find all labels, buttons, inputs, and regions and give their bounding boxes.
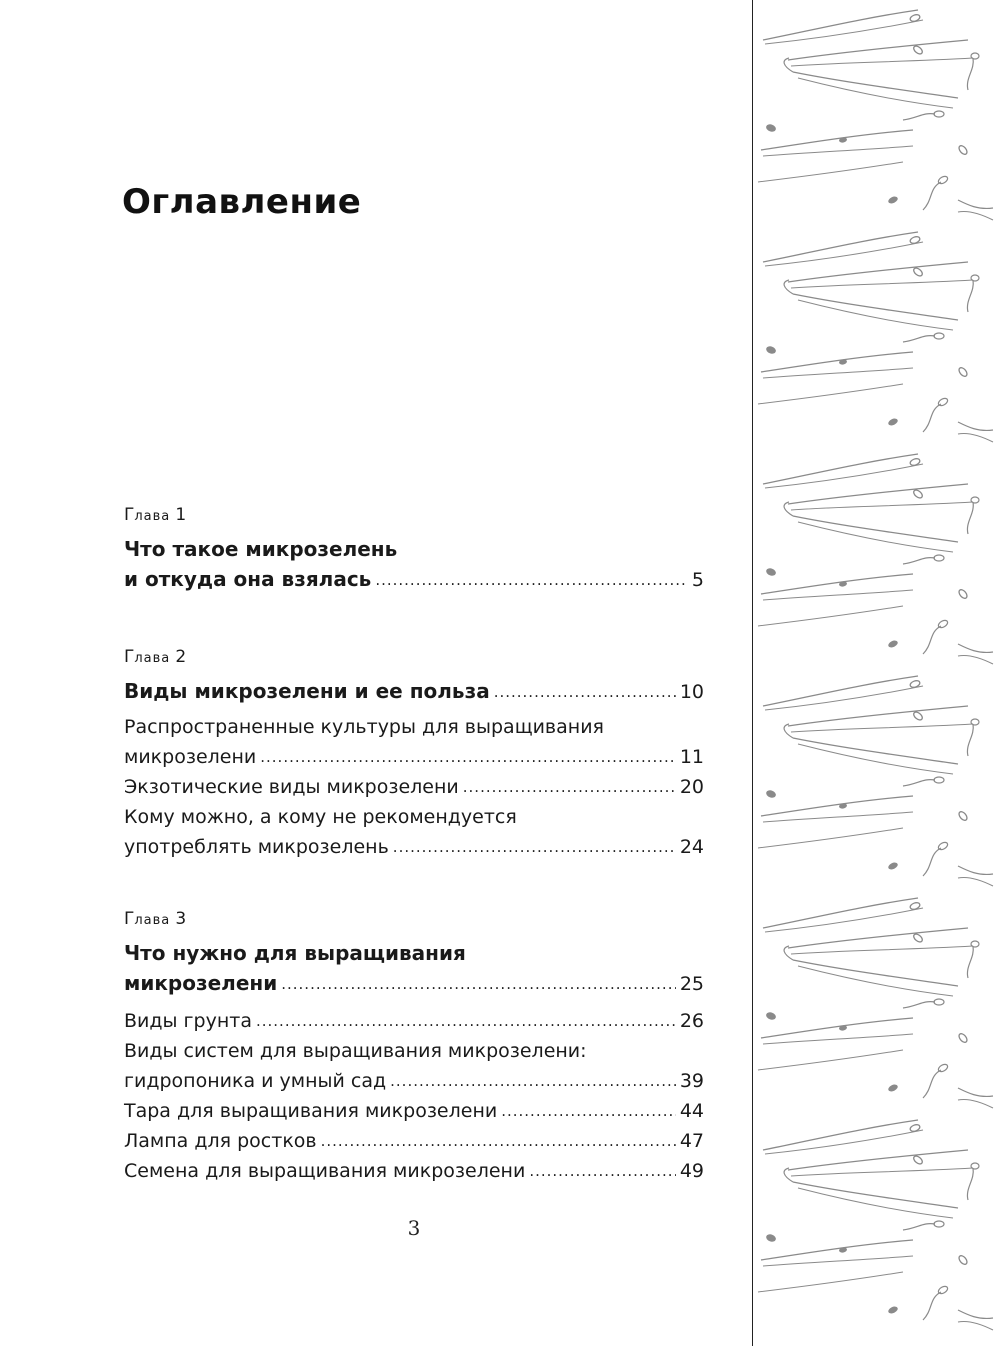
- chapter-title-line: Что нужно для выращивания: [124, 941, 466, 965]
- dot-leader: [256, 1006, 676, 1036]
- toc-entry[interactable]: [124, 742, 704, 772]
- toc-entry[interactable]: [124, 564, 704, 594]
- chapter-title-line: Виды микрозелени и ее польза: [124, 679, 490, 703]
- section-line: Семена для выращивания микрозелени: [124, 1160, 526, 1182]
- dot-leader: [390, 1066, 676, 1096]
- chapter-label: [124, 908, 704, 930]
- decorative-panel: [752, 0, 1000, 1346]
- toc-entry[interactable]: [124, 832, 704, 862]
- page-ref: 24: [679, 836, 704, 858]
- section-line: Распространенные культуры для выращивания: [124, 716, 604, 738]
- page-ref: 44: [679, 1100, 704, 1122]
- page-number: 3: [407, 1216, 421, 1240]
- toc-entry[interactable]: [124, 676, 704, 706]
- dot-leader: [463, 772, 676, 802]
- chapter-label-rest: лава: [134, 509, 171, 524]
- dot-leader: [260, 742, 676, 772]
- chapter-number: 1: [175, 505, 187, 525]
- page-ref: 49: [679, 1160, 704, 1182]
- chapter-label-rest: лава: [134, 913, 171, 928]
- page-ref: 47: [679, 1130, 704, 1152]
- dot-leader: [529, 1156, 676, 1186]
- page-ref: 5: [691, 569, 704, 591]
- chapter-title-line: Что такое микрозелень: [124, 537, 398, 561]
- page-ref: 39: [679, 1070, 704, 1092]
- dot-leader: [494, 677, 676, 707]
- section-line: гидропоника и умный сад: [124, 1070, 387, 1092]
- chapter-title-line: микрозелени: [124, 971, 278, 995]
- chapter-label-initial: Г: [124, 909, 135, 929]
- toc-entry[interactable]: [124, 968, 704, 998]
- page-ref: 20: [679, 776, 704, 798]
- dot-leader: [375, 565, 688, 595]
- section-line: Тара для выращивания микрозелени: [124, 1100, 498, 1122]
- page-ref: 11: [679, 746, 704, 768]
- section-line: употреблять микрозелень: [124, 836, 389, 858]
- chapter-title-line: и откуда она взялась: [124, 567, 372, 591]
- sprout-pattern-icon: [753, 0, 1000, 1346]
- dot-leader: [321, 1126, 676, 1156]
- toc-entry[interactable]: [124, 1126, 704, 1156]
- section-line: Кому можно, а кому не рекомендуется: [124, 806, 517, 828]
- page-title: Оглавление: [122, 182, 362, 222]
- toc-entry[interactable]: [124, 1066, 704, 1096]
- dot-leader: [393, 832, 676, 862]
- chapter-label-rest: лава: [134, 651, 171, 666]
- page-ref: 25: [679, 973, 704, 995]
- chapter-3: [124, 908, 704, 1186]
- chapter-label: [124, 504, 704, 526]
- chapter-number: 2: [175, 647, 187, 667]
- toc-entry[interactable]: [124, 1156, 704, 1186]
- chapter-label-initial: Г: [124, 647, 135, 667]
- toc-entry[interactable]: [124, 1096, 704, 1126]
- chapter-number: 3: [175, 909, 187, 929]
- section-line: Экзотические виды микрозелени: [124, 776, 459, 798]
- section-line: Лампа для ростков: [124, 1130, 317, 1152]
- dot-leader: [281, 969, 676, 999]
- section-line: микрозелени: [124, 746, 257, 768]
- chapter-2: [124, 646, 704, 862]
- page-ref: 10: [679, 681, 704, 703]
- toc-entry[interactable]: [124, 772, 704, 802]
- section-line: Виды систем для выращивания микрозелени:: [124, 1040, 587, 1062]
- section-line: Виды грунта: [124, 1010, 252, 1032]
- chapter-1: [124, 504, 704, 594]
- chapter-label: [124, 646, 704, 668]
- dot-leader: [501, 1096, 676, 1126]
- page-ref: 26: [679, 1010, 704, 1032]
- chapter-label-initial: Г: [124, 505, 135, 525]
- toc-entry[interactable]: [124, 1006, 704, 1036]
